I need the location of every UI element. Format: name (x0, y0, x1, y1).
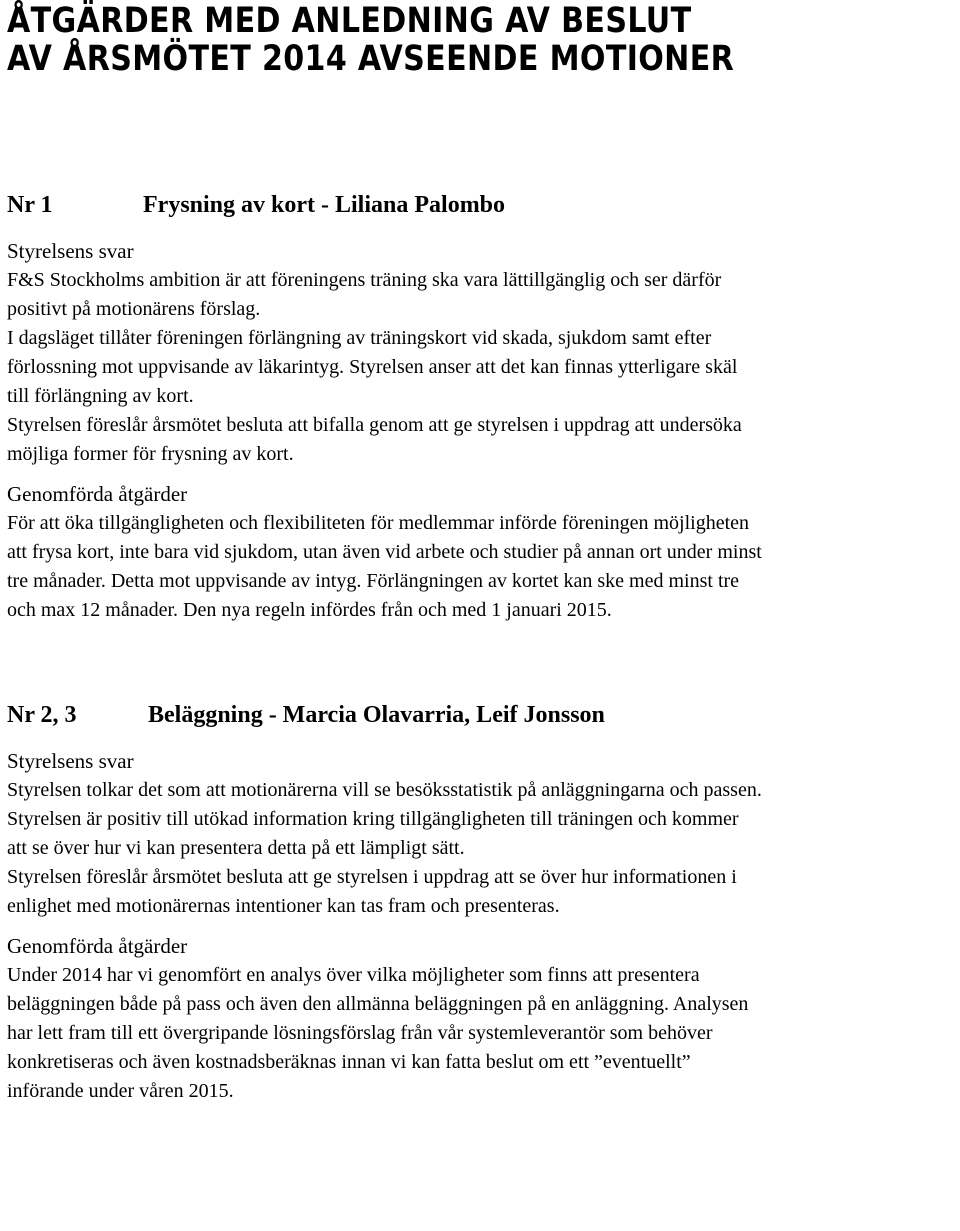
page-title-line-1: ÅTGÄRDER MED ANLEDNING AV BESLUT (7, 1, 692, 41)
text-line: att se över hur vi kan presentera detta på ett lämpligt sätt. (7, 837, 465, 859)
page-title (7, 0, 953, 78)
text-line: Styrelsen föreslår årsmötet besluta att bifalla genom att ge styrelsen i uppdrag att undersöka (7, 414, 742, 436)
text-line: Under 2014 har vi genomfört en analys över vilka möjligheter som finns att presentera (7, 964, 700, 986)
text-line: förlossning mot uppvisande av läkarintyg. Styrelsen anser att det kan finnas ytterligare skäl (7, 356, 738, 378)
text-line: F&S Stockholms ambition är att föreningens träning ska vara lättillgänglig och ser därför (7, 269, 722, 291)
text-line: och max 12 månader. Den nya regeln infördes från och med 1 januari 2015. (7, 599, 612, 621)
page-title-line-2: AV ÅRSMÖTET 2014 AVSEENDE MOTIONER (7, 39, 735, 79)
motion-title-2: Beläggning - Marcia Olavarria, Leif Jonsson (148, 702, 605, 728)
motion-section-1 (7, 191, 953, 625)
actions-text-1 (7, 509, 953, 625)
board-reply-text-1 (7, 266, 953, 411)
text-line: till förlängning av kort. (7, 385, 194, 407)
proposal-text-2 (7, 863, 953, 921)
motion-title-1: Frysning av kort - Liliana Palombo (143, 192, 506, 218)
text-line: har lett fram till ett övergripande lösningsförslag från vår systemleverantör som behöver (7, 1022, 713, 1044)
text-line: Styrelsen tolkar det som att motionärerna vill se besöksstatistik på anläggningarna och passen. (7, 779, 762, 801)
actions-label-1: Genomförda åtgärder (7, 482, 188, 506)
text-line: införande under våren 2015. (7, 1080, 234, 1102)
text-line: tre månader. Detta mot uppvisande av intyg. Förlängningen av kortet kan ske med minst tre (7, 570, 740, 592)
board-reply-label-1: Styrelsens svar (7, 239, 134, 263)
actions-text-2 (7, 961, 953, 1106)
motion-heading-2 (7, 701, 953, 729)
document-page (7, 0, 953, 1106)
text-line: Styrelsen föreslår årsmötet besluta att ge styrelsen i uppdrag att se över hur informationen i (7, 866, 737, 888)
text-line: konkretiseras och även kostnadsberäknas innan vi kan fatta beslut om ett ”eventuellt” (7, 1051, 691, 1073)
actions-label-2: Genomförda åtgärder (7, 934, 188, 958)
text-line: enlighet med motionärernas intentioner kan tas fram och presenteras. (7, 895, 560, 917)
text-line: I dagsläget tillåter föreningen förlängning av träningskort vid skada, sjukdom samt efter (7, 327, 712, 349)
motion-section-2 (7, 701, 953, 1106)
text-line: positivt på motionärens förslag. (7, 298, 261, 320)
motion-number-2: Nr 2, 3 (7, 702, 77, 728)
text-line: Styrelsen är positiv till utökad information kring tillgängligheten till träningen och kommer (7, 808, 739, 830)
text-line: möjliga former för frysning av kort. (7, 443, 294, 465)
text-line: För att öka tillgängligheten och flexibiliteten för medlemmar införde föreningen möjligheten (7, 512, 750, 534)
text-line: att frysa kort, inte bara vid sjukdom, utan även vid arbete och studier på annan ort under minst (7, 541, 762, 563)
board-reply-text-2 (7, 776, 953, 863)
motion-heading-1 (7, 191, 953, 219)
motion-number-1: Nr 1 (7, 192, 53, 218)
proposal-text-1 (7, 411, 953, 469)
board-reply-label-2: Styrelsens svar (7, 749, 134, 773)
text-line: beläggningen både på pass och även den allmänna beläggningen på en anläggning. Analysen (7, 993, 749, 1015)
